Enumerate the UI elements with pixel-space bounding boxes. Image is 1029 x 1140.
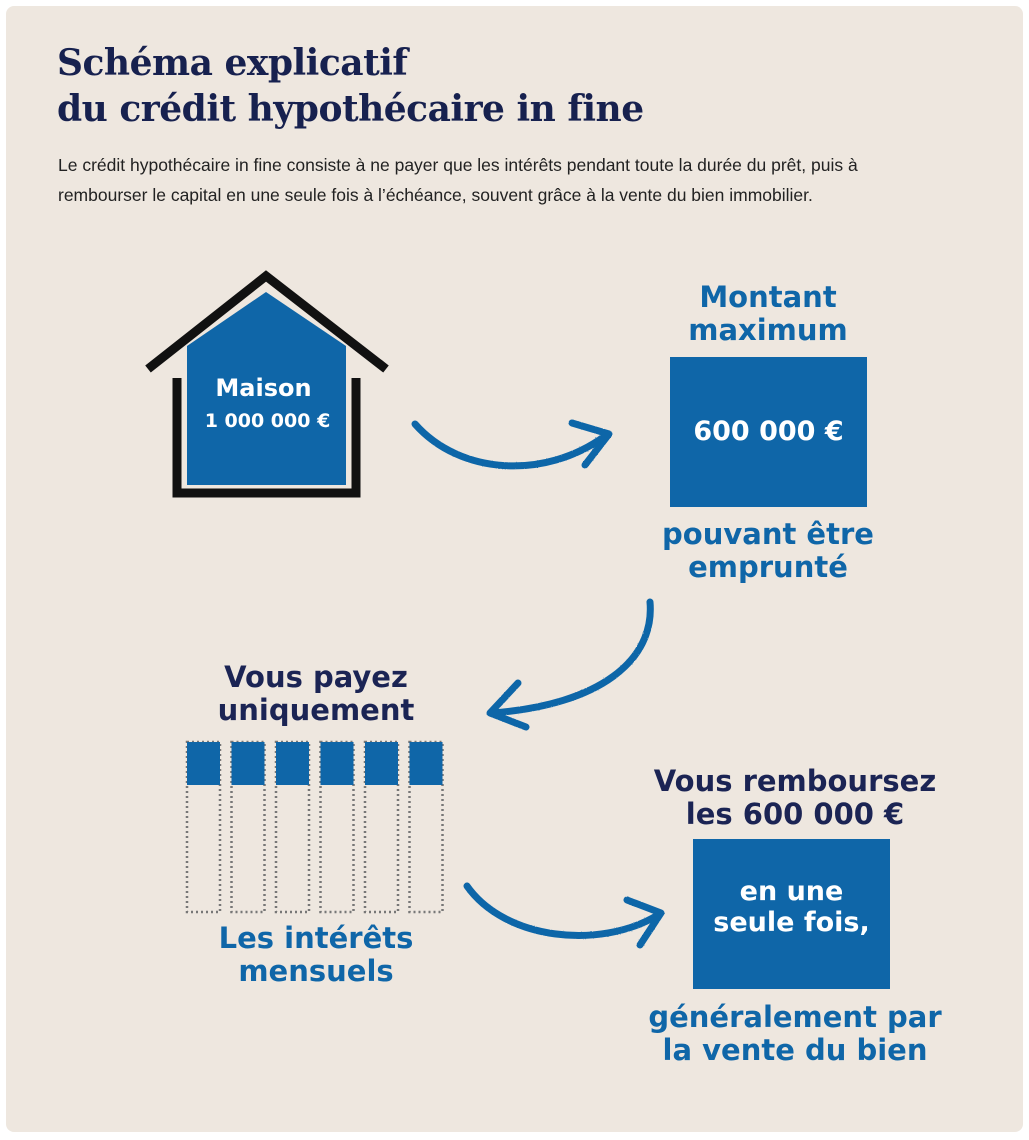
arrow-loan-to-interest xyxy=(490,602,650,727)
arrow-interest-to-repay xyxy=(467,886,661,945)
repay-box-line-2: seule fois, xyxy=(713,907,870,938)
repay-caption-line-1: généralement par xyxy=(648,1000,942,1034)
intro-paragraph: Le crédit hypothécaire in fine consiste à ne payer que les intérêts pendant toute la durée du prêt, puis à rembourser le capital en une seule fois à l’échéance, souvent grâce à la vente du bien immobilier. xyxy=(58,155,858,205)
title-line-1: Schéma explicatif xyxy=(57,42,408,84)
house-label: Maison xyxy=(215,374,312,402)
house-value: 1 000 000 € xyxy=(204,410,331,432)
interest-heading-line-2: uniquement xyxy=(217,693,415,727)
interest-heading-line-1: Vous payez xyxy=(224,660,408,694)
interest-bar-fill xyxy=(321,742,354,785)
interest-bar-fill xyxy=(187,742,220,785)
interest-caption-line-2: mensuels xyxy=(238,954,394,988)
interest-bar-fill xyxy=(276,742,309,785)
repay-box-line-1: en une xyxy=(739,876,844,907)
loan-heading xyxy=(628,281,908,347)
repay-heading xyxy=(625,765,965,831)
interest-caption-line-1: Les intérêts xyxy=(218,921,414,955)
repay-heading-line-1: Vous remboursez xyxy=(653,764,937,798)
interest-bars xyxy=(187,742,443,912)
loan-heading-line-2: maximum xyxy=(688,313,848,347)
interest-bar-fill xyxy=(365,742,398,785)
loan-heading-line-1: Montant xyxy=(699,280,837,314)
title-line-2: du crédit hypothécaire in fine xyxy=(57,88,644,130)
repay-caption-line-2: la vente du bien xyxy=(662,1033,928,1067)
arrow-house-to-loan xyxy=(415,423,609,466)
loan-amount: 600 000 € xyxy=(693,416,844,447)
interest-heading xyxy=(170,661,462,727)
repay-box-text xyxy=(693,876,890,938)
loan-caption xyxy=(628,518,908,584)
interest-bar-fill xyxy=(232,742,265,785)
repay-caption xyxy=(620,1001,970,1067)
interest-caption xyxy=(170,922,462,988)
interest-bar-fill xyxy=(410,742,443,785)
repay-heading-line-2: les 600 000 € xyxy=(685,797,905,831)
loan-caption-line-2: emprunté xyxy=(688,550,848,584)
loan-caption-line-1: pouvant être xyxy=(662,517,874,551)
